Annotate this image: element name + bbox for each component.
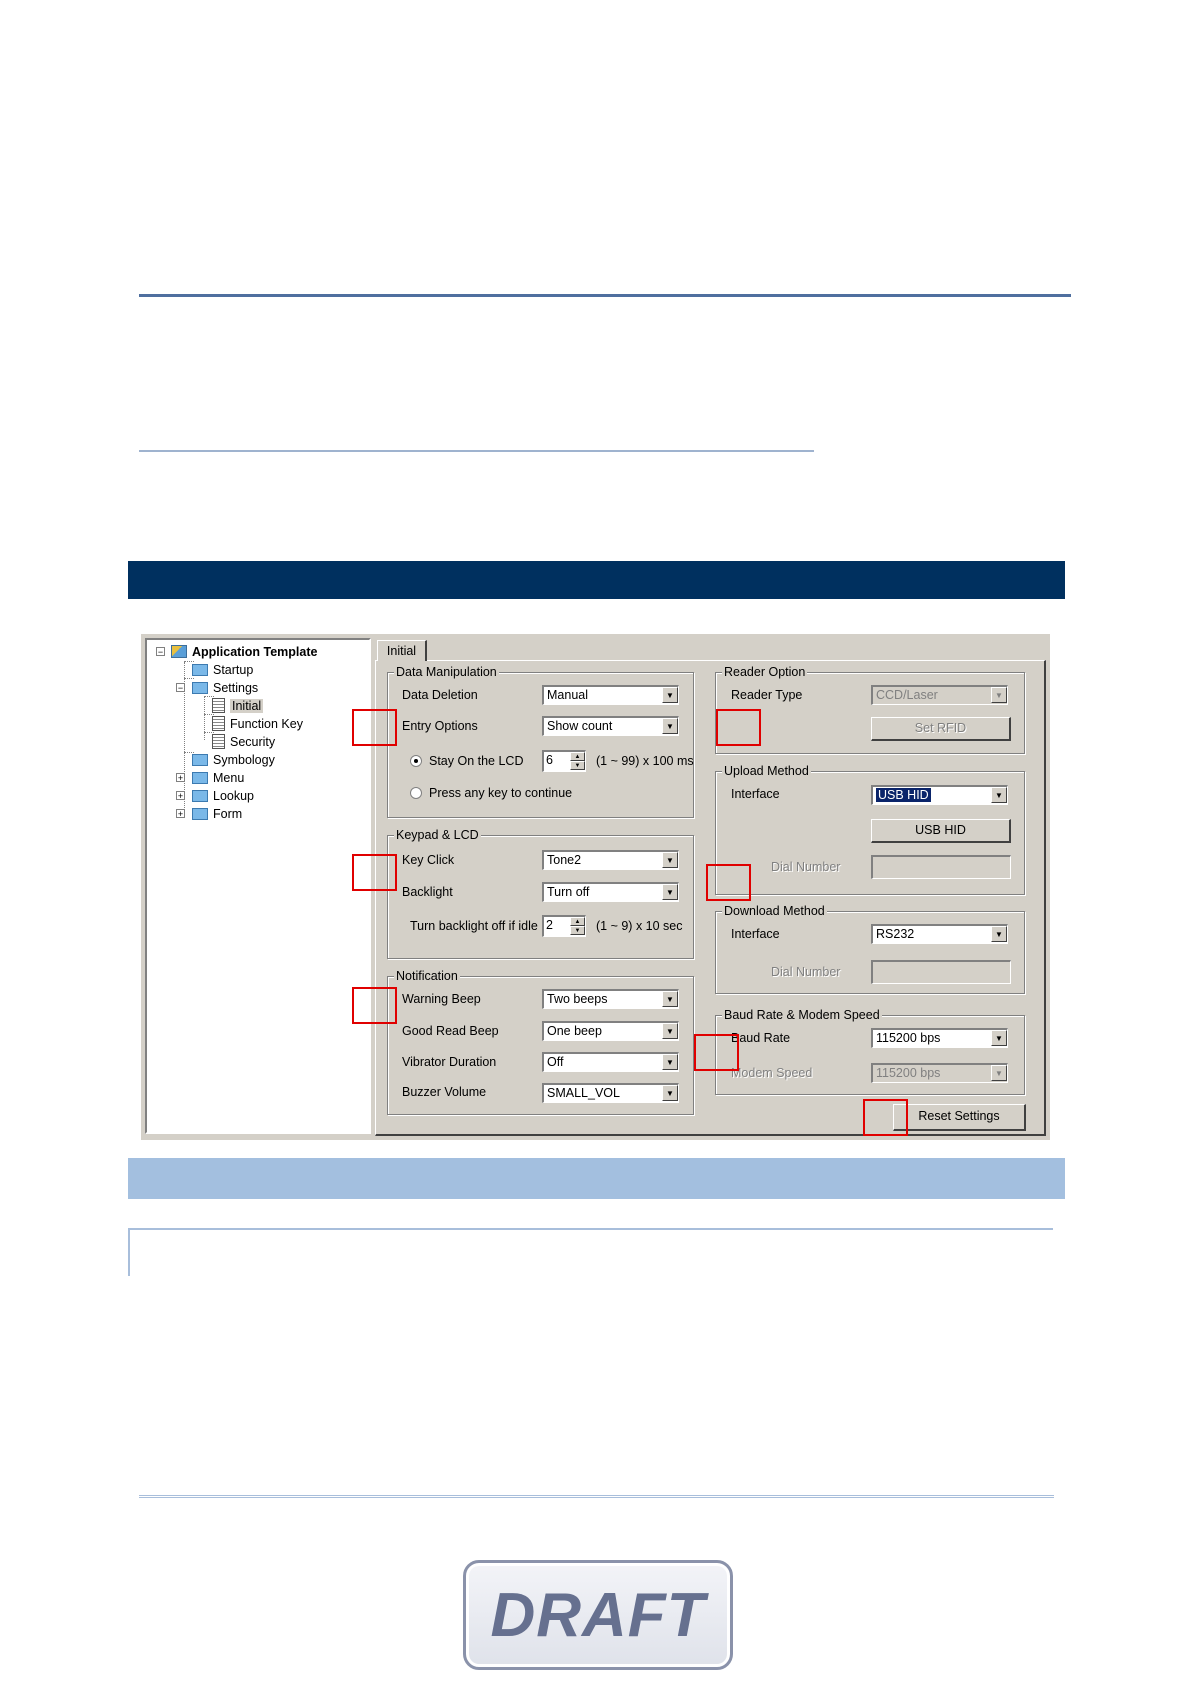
tree-item-initial[interactable]: Initial — [212, 698, 263, 714]
backlight-idle-spinner[interactable] — [542, 915, 586, 937]
footer-rule — [139, 1495, 1054, 1498]
download-dial-number-label: Dial Number — [771, 965, 841, 979]
reader-option-group — [715, 665, 1025, 754]
stay-duration-spinner[interactable] — [542, 750, 586, 772]
dropdown-arrow-icon[interactable]: ▼ — [991, 1030, 1007, 1046]
tree-item-startup[interactable]: Startup — [192, 662, 253, 678]
group-title: Notification — [396, 969, 458, 983]
group-title: Upload Method — [724, 764, 809, 778]
radio-unselected-icon — [410, 787, 422, 799]
tree-line — [204, 696, 205, 740]
callout-marker — [706, 864, 751, 901]
warning-beep-value: Two beeps — [547, 992, 608, 1006]
upload-interface-select[interactable] — [871, 785, 1008, 805]
group-title: Baud Rate & Modem Speed — [724, 1008, 880, 1022]
expand-icon[interactable]: + — [177, 791, 184, 801]
header-rule — [139, 294, 1071, 297]
collapse-icon[interactable]: − — [177, 683, 184, 693]
expand-icon[interactable]: + — [177, 809, 184, 819]
tree-item-lookup[interactable]: Lookup — [192, 788, 254, 804]
keypad-lcd-group — [387, 828, 694, 959]
folder-icon — [192, 754, 208, 766]
dropdown-arrow-icon[interactable]: ▼ — [662, 1085, 678, 1101]
reset-settings-button[interactable]: Reset Settings — [893, 1104, 1026, 1131]
page-icon — [212, 734, 225, 749]
reader-type-value: CCD/Laser — [876, 688, 938, 702]
folder-icon — [192, 664, 208, 676]
reader-type-select[interactable] — [871, 685, 1008, 705]
folder-icon — [192, 682, 208, 694]
dropdown-arrow-icon[interactable]: ▼ — [991, 1065, 1007, 1081]
key-click-select[interactable] — [542, 850, 679, 870]
tree-line — [204, 732, 214, 733]
tree-line — [204, 696, 214, 697]
good-read-beep-label: Good Read Beep — [402, 1024, 499, 1038]
dropdown-arrow-icon[interactable]: ▼ — [662, 718, 678, 734]
tree-item-menu[interactable]: Menu — [192, 770, 244, 786]
group-title: Reader Option — [724, 665, 806, 679]
tree-item-security[interactable]: Security — [212, 734, 275, 750]
key-click-value: Tone2 — [547, 853, 582, 867]
tree-item-application-template[interactable]: Application Template — [171, 644, 317, 660]
callout-marker — [694, 1034, 739, 1071]
set-rfid-button[interactable]: Set RFID — [871, 717, 1011, 741]
stay-on-lcd-radio[interactable]: Stay On the LCD — [410, 753, 524, 769]
dropdown-arrow-icon[interactable]: ▼ — [662, 1054, 678, 1070]
dropdown-arrow-icon[interactable]: ▼ — [991, 926, 1007, 942]
draft-watermark: DRAFT — [463, 1560, 733, 1670]
baud-rate-value: 115200 bps — [876, 1031, 941, 1045]
group-title: Download Method — [724, 904, 825, 918]
tree-line — [184, 678, 194, 679]
folder-icon — [192, 790, 208, 802]
tree-line — [204, 714, 214, 715]
entry-options-value: Show count — [547, 719, 613, 733]
download-method-group — [715, 904, 1025, 994]
data-deletion-select[interactable] — [542, 685, 679, 705]
page-icon — [212, 716, 225, 731]
upload-interface-label: Interface — [731, 787, 780, 801]
backlight-value: Turn off — [547, 885, 590, 899]
callout-marker — [716, 709, 761, 746]
table-frame — [128, 1228, 1053, 1276]
dropdown-arrow-icon[interactable]: ▼ — [662, 991, 678, 1007]
callout-marker — [352, 854, 397, 891]
tree-item-form[interactable]: Form — [192, 806, 242, 822]
good-read-beep-select[interactable] — [542, 1021, 679, 1041]
upload-method-group — [715, 764, 1025, 895]
vibrator-duration-label: Vibrator Duration — [402, 1055, 497, 1069]
data-manipulation-group — [387, 665, 694, 818]
buzzer-volume-select[interactable] — [542, 1083, 679, 1103]
dropdown-arrow-icon[interactable]: ▼ — [662, 852, 678, 868]
backlight-label: Backlight — [402, 885, 453, 899]
spin-up-icon[interactable]: ▲ — [570, 917, 585, 926]
entry-options-label: Entry Options — [402, 719, 478, 733]
download-interface-label: Interface — [731, 927, 780, 941]
dropdown-arrow-icon[interactable]: ▼ — [991, 787, 1007, 803]
folder-icon — [192, 772, 208, 784]
table-header-bar — [128, 1158, 1065, 1199]
upload-dial-number-input[interactable] — [871, 855, 1011, 879]
baud-rate-select[interactable] — [871, 1028, 1008, 1048]
backlight-idle-label: Turn backlight off if idle — [410, 919, 538, 933]
baud-rate-label: Baud Rate — [731, 1031, 791, 1045]
data-deletion-value: Manual — [547, 688, 588, 702]
entry-options-select[interactable] — [542, 716, 679, 736]
settings-screenshot — [141, 634, 1050, 1140]
data-deletion-label: Data Deletion — [402, 688, 478, 702]
folder-icon — [192, 808, 208, 820]
tree-view[interactable] — [145, 638, 371, 1134]
radio-selected-icon — [410, 755, 422, 767]
stay-duration-value: 6 — [546, 753, 553, 767]
dropdown-arrow-icon[interactable]: ▼ — [662, 884, 678, 900]
tab-initial[interactable]: Initial — [377, 640, 427, 661]
group-title: Keypad & LCD — [396, 828, 479, 842]
dropdown-arrow-icon[interactable]: ▼ — [991, 687, 1007, 703]
modem-speed-select[interactable] — [871, 1063, 1008, 1083]
tree-item-function-key[interactable]: Function Key — [212, 716, 303, 732]
upload-interface-value: USB HID — [878, 788, 929, 802]
download-interface-value: RS232 — [876, 927, 915, 941]
key-click-label: Key Click — [402, 853, 455, 867]
warning-beep-select[interactable] — [542, 989, 679, 1009]
modem-speed-label: Modem Speed — [731, 1066, 813, 1080]
application-icon — [171, 645, 187, 658]
callout-marker — [352, 709, 397, 746]
spin-down-icon[interactable]: ▼ — [570, 926, 585, 935]
backlight-idle-value: 2 — [546, 918, 553, 932]
reader-type-label: Reader Type — [731, 688, 803, 702]
spin-up-icon[interactable]: ▲ — [570, 752, 585, 761]
baud-rate-group — [715, 1008, 1025, 1095]
backlight-idle-unit: (1 ~ 9) x 10 sec — [596, 919, 683, 933]
callout-marker — [352, 987, 397, 1024]
buzzer-volume-value: SMALL_VOL — [547, 1086, 620, 1100]
notification-group — [387, 969, 694, 1115]
tree-item-settings[interactable]: Settings — [192, 680, 258, 696]
dropdown-arrow-icon[interactable]: ▼ — [662, 1023, 678, 1039]
expand-icon[interactable]: + — [177, 773, 184, 783]
callout-marker — [863, 1099, 908, 1136]
download-dial-number-input[interactable] — [871, 960, 1011, 984]
spin-down-icon[interactable]: ▼ — [570, 761, 585, 770]
press-any-key-radio[interactable]: Press any key to continue — [410, 785, 572, 801]
upload-dial-number-label: Dial Number — [771, 860, 841, 874]
vibrator-duration-select[interactable] — [542, 1052, 679, 1072]
download-interface-select[interactable] — [871, 924, 1008, 944]
collapse-icon[interactable]: − — [157, 647, 164, 657]
stay-duration-unit: (1 ~ 99) x 100 ms — [596, 754, 694, 768]
warning-beep-label: Warning Beep — [402, 992, 481, 1006]
group-title: Data Manipulation — [396, 665, 497, 679]
dropdown-arrow-icon[interactable]: ▼ — [662, 687, 678, 703]
page-icon — [212, 698, 225, 713]
usb-hid-button[interactable]: USB HID — [871, 819, 1011, 843]
good-read-beep-value: One beep — [547, 1024, 602, 1038]
section-rule — [139, 450, 814, 452]
modem-speed-value: 115200 bps — [876, 1066, 941, 1080]
tree-item-symbology[interactable]: Symbology — [192, 752, 275, 768]
figure-title-bar — [128, 561, 1065, 599]
buzzer-volume-label: Buzzer Volume — [402, 1085, 487, 1099]
vibrator-duration-value: Off — [547, 1055, 564, 1069]
backlight-select[interactable] — [542, 882, 679, 902]
